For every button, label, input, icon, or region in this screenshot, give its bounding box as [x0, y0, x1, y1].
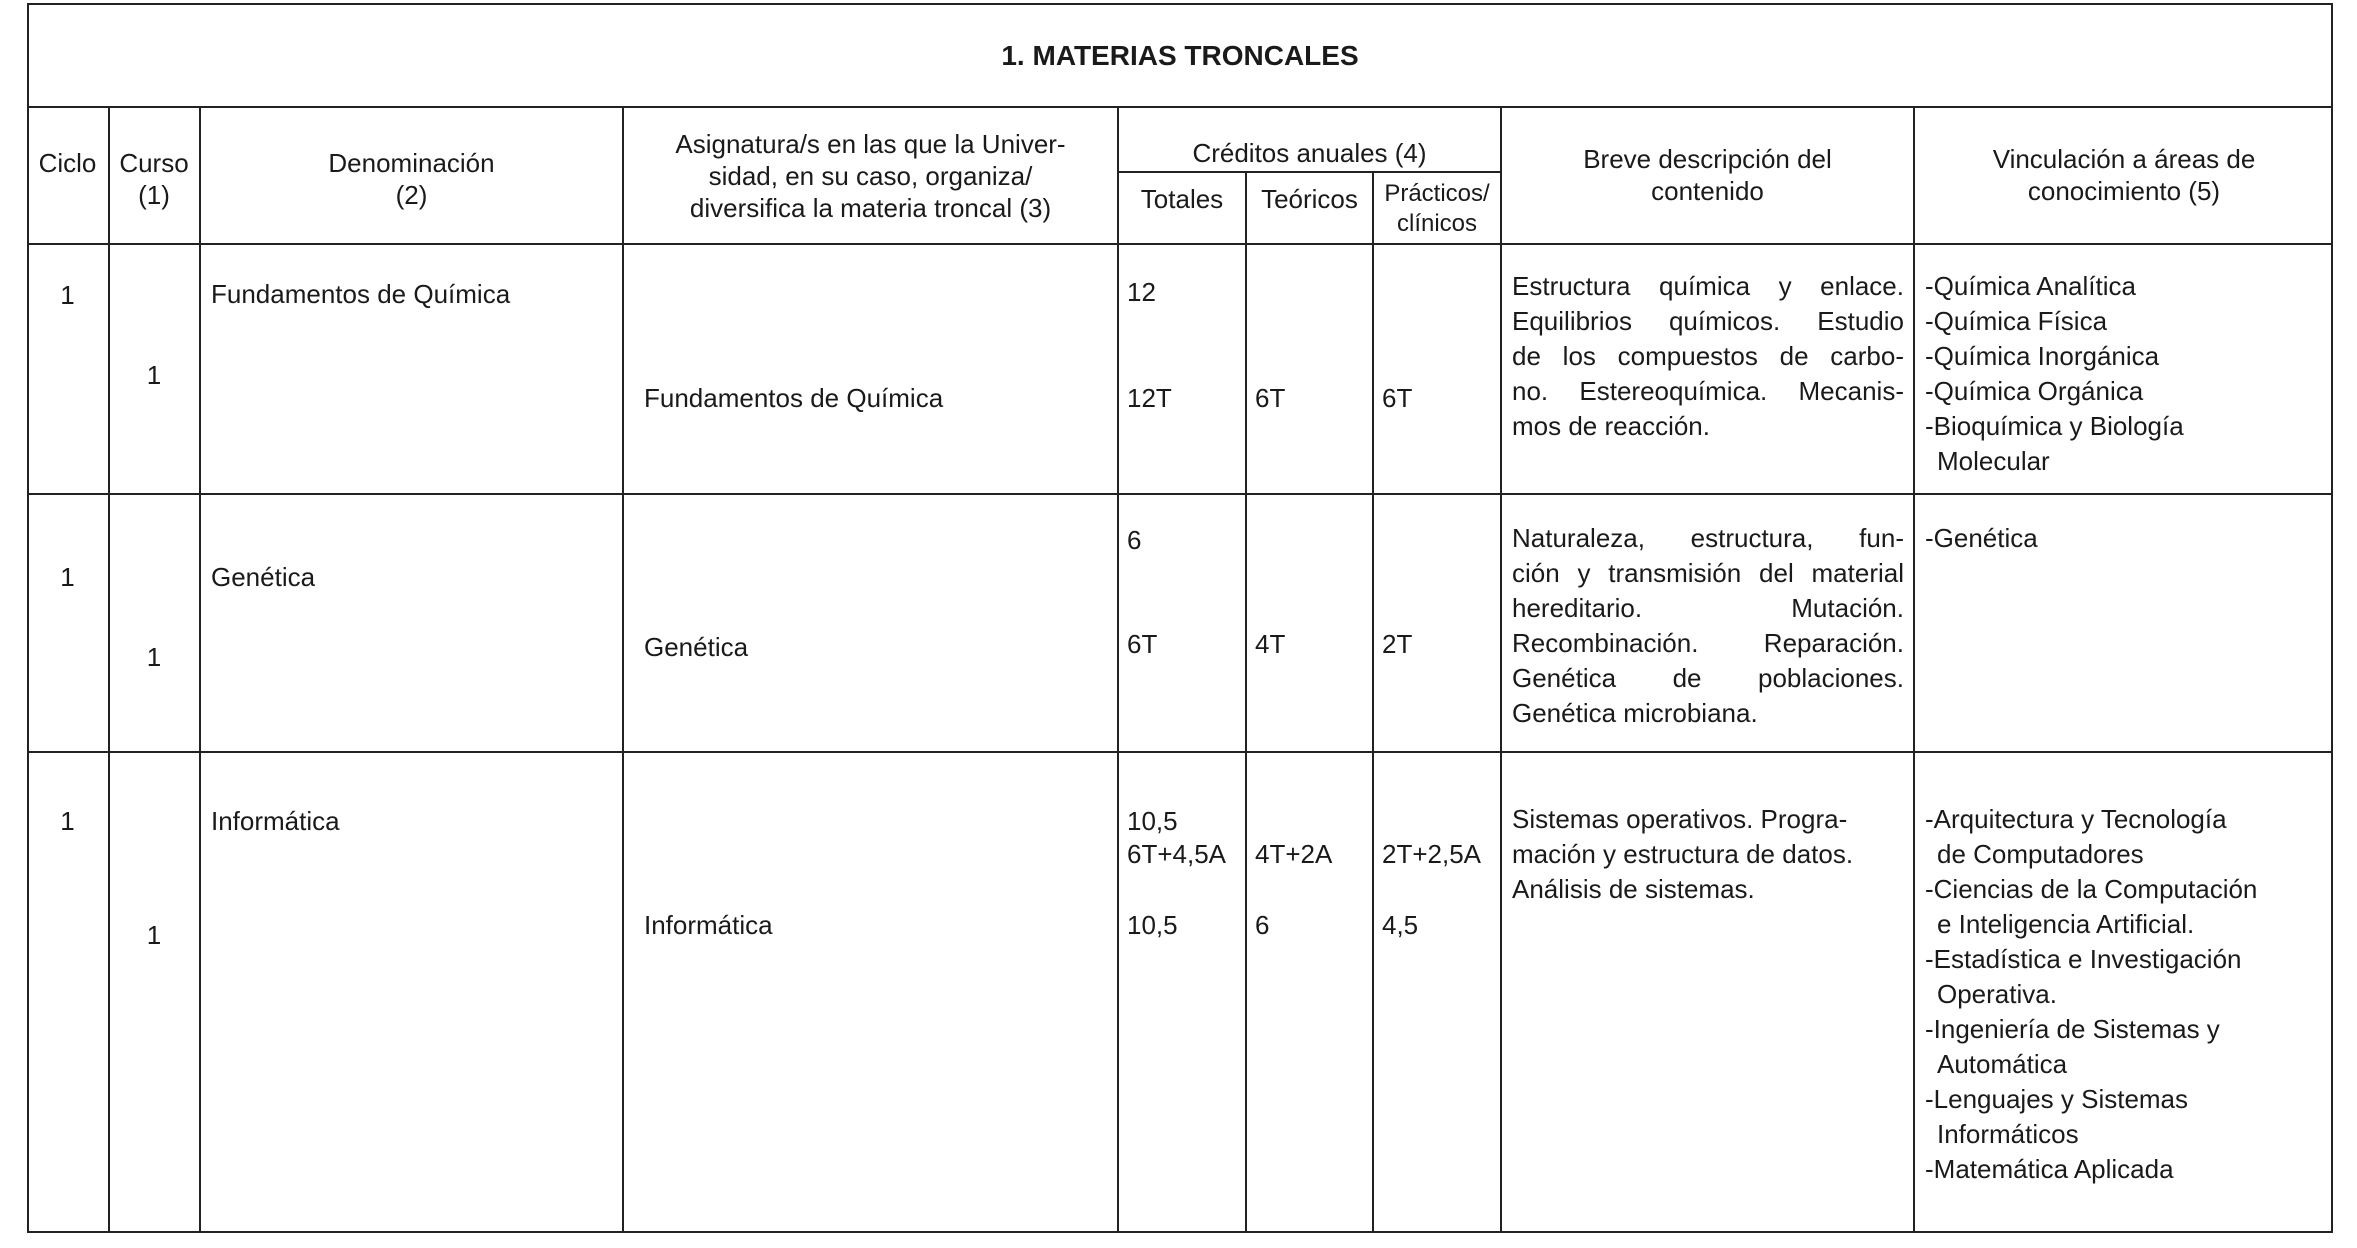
header-ciclo: Ciclo — [38, 148, 97, 178]
table-title: 1. MATERIAS TRONCALES — [1001, 40, 1359, 71]
row2-denominacion: Genética — [211, 562, 316, 592]
row1-ciclo: 1 — [60, 280, 75, 310]
row3-practicos-mid: 2T+2,5A — [1382, 839, 1482, 869]
row3-practicos: 4,5 — [1382, 910, 1419, 940]
col-sep-asignatura — [1117, 106, 1119, 1233]
row1-denominacion: Fundamentos de Química — [211, 279, 511, 309]
row3-asignatura: Informática — [644, 910, 773, 940]
row3-areas: -Arquitectura y Tecnología de Computadores -Ciencias de la Computación e Inteligencia Artificial. -Estadística e Investigación Operativa. -Ingeniería de Sistemas y Automática -Lenguajes y Sistemas Informáticos -Matemática Aplicada — [1925, 804, 2258, 1184]
row1-areas: -Química Analítica -Química Física -Química Inorgánica -Química Orgánica -Bioquímica y Biología Molecular — [1925, 271, 2184, 476]
header-denominacion: Denominación (2) — [328, 148, 495, 210]
col-sep-teoricos — [1372, 171, 1374, 1233]
rule-title — [27, 106, 2333, 108]
row2-curso: 1 — [146, 642, 162, 672]
row2-practicos: 2T — [1382, 629, 1413, 659]
row3-ciclo: 1 — [60, 806, 75, 836]
header-teoricos: Teóricos — [1261, 184, 1358, 214]
row1-descripcion: Estructura química y enlace. Equilibrios químicos. Estudio de los compuestos de carbo- no. Estereoquímica. Mecanis- mos de reacción. — [1512, 271, 1904, 441]
row1-totales-top: 12 — [1127, 277, 1156, 307]
header-asignatura: Asignatura/s en las que la Univer- sidad, en su caso, organiza/ diversifica la materia troncal (3) — [675, 129, 1066, 223]
rule-creditos — [1117, 171, 1500, 173]
row3-totales-mid: 6T+4,5A — [1127, 839, 1227, 869]
row3-denominacion: Informática — [211, 806, 340, 836]
row2-ciclo: 1 — [60, 562, 75, 592]
row1-asignatura: Fundamentos de Química — [644, 383, 944, 413]
row1-totales: 12T — [1127, 383, 1172, 413]
header-practicos: Prácticos/ clínicos — [1384, 180, 1490, 237]
header-curso: Curso (1) — [119, 148, 189, 210]
rule-header — [27, 243, 2333, 245]
header-totales: Totales — [1140, 184, 1224, 214]
header-descripcion: Breve descripción del contenido — [1583, 144, 1832, 206]
col-sep-denominacion — [622, 106, 624, 1233]
row2-totales-top: 6 — [1127, 525, 1142, 555]
row2-areas: -Genética — [1925, 523, 2038, 553]
row2-totales: 6T — [1127, 629, 1158, 659]
header-vinculacion: Vinculación a áreas de conocimiento (5) — [1992, 144, 2256, 206]
header-creditos: Créditos anuales (4) — [1192, 138, 1427, 168]
row3-teoricos-mid: 4T+2A — [1255, 839, 1333, 869]
row1-curso: 1 — [146, 360, 162, 390]
row3-teoricos: 6 — [1255, 910, 1270, 940]
row1-practicos: 6T — [1382, 383, 1413, 413]
col-sep-descripcion — [1913, 106, 1915, 1233]
rule-row2 — [27, 751, 2333, 753]
col-sep-totales — [1245, 171, 1247, 1233]
row2-descripcion: Naturaleza, estructura, fun- ción y transmisión del material hereditario. Mutación. Recombinación. Reparación. Genética de poblaciones. Genética microbiana. — [1512, 523, 1904, 728]
row2-asignatura: Genética — [644, 632, 749, 662]
row3-curso: 1 — [146, 920, 162, 950]
row3-totales-top: 10,5 — [1127, 806, 1178, 836]
row1-teoricos: 6T — [1255, 383, 1286, 413]
col-sep-practicos — [1500, 106, 1502, 1233]
troncales-table — [27, 3, 2333, 1233]
col-sep-curso — [199, 106, 201, 1233]
row2-teoricos: 4T — [1255, 629, 1286, 659]
row3-descripcion: Sistemas operativos. Progra- mación y estructura de datos. Análisis de sistemas. — [1512, 804, 1854, 904]
row3-totales: 10,5 — [1127, 910, 1178, 940]
rule-row1 — [27, 493, 2333, 495]
